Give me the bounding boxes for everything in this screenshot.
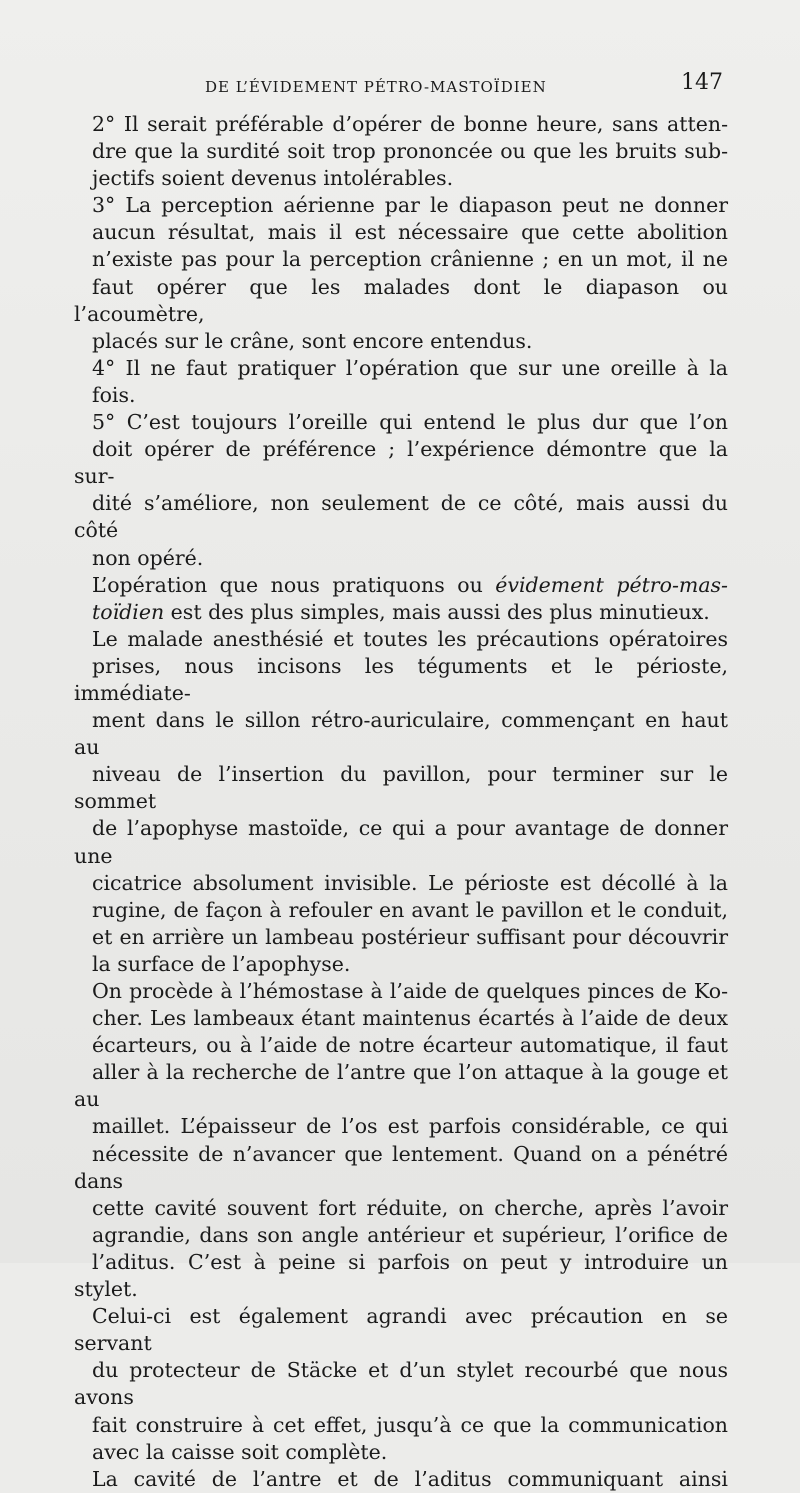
text-line: dre que la surdité soit trop prononcée ou que les bruits sub- xyxy=(92,139,728,164)
text-segment: est des plus simples, mais aussi des plus minutieux. xyxy=(164,599,710,624)
paragraph-conditions-5 xyxy=(74,409,728,572)
paragraph-conditions-3 xyxy=(74,192,728,355)
paragraph-hemostasis xyxy=(74,978,728,1466)
text-line: nécessite de n’avancer que lentement. Quand on a pénétré dans xyxy=(74,1141,728,1193)
paragraph-antre-cavity xyxy=(74,1466,728,1493)
text-line: fois. xyxy=(92,382,136,407)
text-line: 5° C’est toujours l’oreille qui entend le plus dur que l’on xyxy=(92,410,728,435)
text-segment: L’opération que nous pratiquons ou xyxy=(92,572,496,597)
text-line: fait construire à cet effet, jusqu’à ce que la communication xyxy=(92,1412,728,1437)
text-line: aller à la recherche de l’antre que l’on attaque à la gouge et au xyxy=(74,1060,728,1112)
text-line: cicatrice absolument invisible. Le périoste est décollé à la xyxy=(92,870,728,895)
text-line: Celui-ci est également agrandi avec précaution en se servant xyxy=(74,1304,728,1356)
text-line: cher. Les lambeaux étant maintenus écartés à l’aide de deux xyxy=(92,1006,728,1031)
text-line: 3° La perception aérienne par le diapason peut ne donner xyxy=(92,193,728,218)
text-line: maillet. L’épaisseur de l’os est parfois considérable, ce qui xyxy=(92,1114,728,1139)
italic-term: toïdien xyxy=(92,599,165,624)
text-line: du protecteur de Stäcke et d’un stylet recourbé que nous avons xyxy=(74,1358,728,1410)
text-line: On procède à l’hémostase à l’aide de quelques pinces de Ko- xyxy=(92,979,728,1003)
text-line: faut opérer que les malades dont le diapason ou l’acoumètre, xyxy=(74,274,728,326)
text-line: 4° Il ne faut pratiquer l’opération que sur une oreille à la xyxy=(92,355,728,380)
text-line: et en arrière un lambeau postérieur suffisant pour découvrir xyxy=(92,924,728,949)
text-line: rugine, de façon à refouler en avant le pavillon et le conduit, xyxy=(92,897,728,922)
text-line: non opéré. xyxy=(92,545,204,570)
text-line: doit opérer de préférence ; l’expérience démontre que la sur- xyxy=(74,437,728,489)
paragraph-conditions-2 xyxy=(74,111,728,192)
text-line: écarteurs, ou à l’aide de notre écarteur automatique, il faut xyxy=(92,1033,728,1058)
text-line: avec la caisse soit complète. xyxy=(92,1439,388,1464)
text-line xyxy=(74,572,728,599)
text-line: 2° Il serait préférable d’opérer de bonne heure, sans atten- xyxy=(92,112,728,136)
page-number: 147 xyxy=(681,70,723,95)
text-line: prises, nous incisons les téguments et le périoste, immédiate- xyxy=(74,653,728,705)
text-line: n’existe pas pour la perception crânienne ; en un mot, il ne xyxy=(92,247,728,272)
text-line: La cavité de l’antre et de l’aditus communiquant ainsi xyxy=(92,1466,728,1491)
text-line: de l’apophyse mastoïde, ce qui a pour avantage de donner une xyxy=(74,816,728,868)
text-line xyxy=(74,599,728,626)
text-line: aucun résultat, mais il est nécessaire que cette abolition xyxy=(92,220,728,245)
running-title: DE L’ÉVIDEMENT PÉTRO-MASTOÏDIEN xyxy=(205,78,547,96)
text-line: ment dans le sillon rétro-auriculaire, commençant en haut au xyxy=(74,708,728,760)
text-line: l’aditus. C’est à peine si parfois on peut y introduire un stylet. xyxy=(74,1249,728,1302)
paragraph-operation-intro xyxy=(74,572,728,626)
text-line: la surface de l’apophyse. xyxy=(92,951,351,976)
text-line: agrandie, dans son angle antérieur et supérieur, l’orifice de xyxy=(92,1222,728,1247)
paragraph-incision xyxy=(74,626,728,978)
text-line: dité s’améliore, non seulement de ce côté, mais aussi du côté xyxy=(74,491,728,543)
text-line: cette cavité souvent fort réduite, on cherche, après l’avoir xyxy=(92,1195,728,1220)
text-line: Le malade anesthésié et toutes les précautions opératoires xyxy=(92,626,728,651)
paragraph-conditions-4 xyxy=(74,355,728,409)
text-line: niveau de l’insertion du pavillon, pour terminer sur le sommet xyxy=(74,762,728,814)
text-line: jectifs soient devenus intolérables. xyxy=(92,166,454,191)
italic-term: évidement pétro-mas- xyxy=(495,572,728,597)
body-text xyxy=(74,111,728,1493)
running-header xyxy=(205,70,723,100)
text-line: placés sur le crâne, sont encore entendus. xyxy=(92,328,533,353)
